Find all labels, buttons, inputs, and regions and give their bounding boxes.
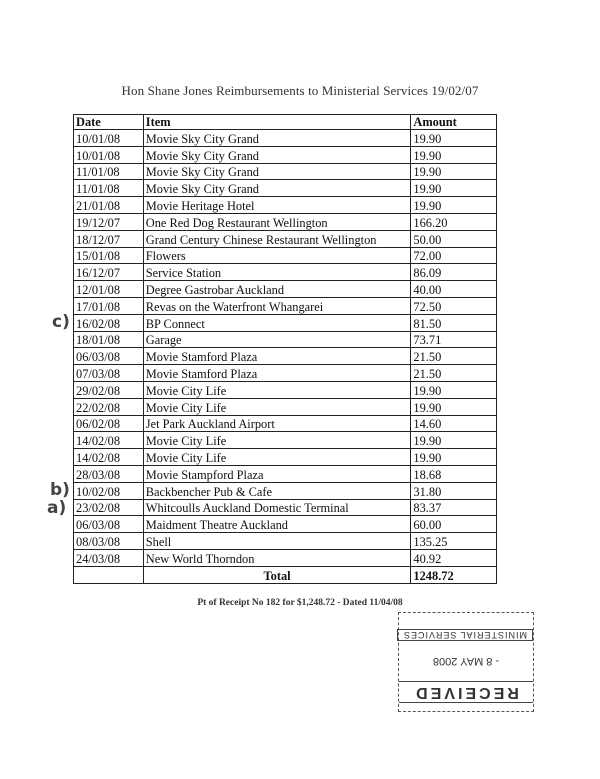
cell-amount: 73.71 [411, 331, 497, 348]
cell-amount: 21.50 [411, 348, 497, 365]
cell-item: Backbencher Pub & Cafe [143, 482, 411, 499]
cell-amount: 19.90 [411, 146, 497, 163]
cell-amount: 19.90 [411, 449, 497, 466]
cell-amount: 50.00 [411, 230, 497, 247]
total-label: Total [143, 566, 411, 583]
table-row [74, 499, 497, 516]
cell-item: Revas on the Waterfront Whangarei [143, 297, 411, 314]
cell-amount: 14.60 [411, 415, 497, 432]
stamp-date-text: - 8 MAY 2008 [432, 655, 500, 667]
cell-item: Movie Sky City Grand [143, 146, 411, 163]
cell-item: Movie City Life [143, 449, 411, 466]
cell-item: Movie City Life [143, 381, 411, 398]
table-row [74, 247, 497, 264]
cell-date: 08/03/08 [74, 533, 144, 550]
cell-date: 19/12/07 [74, 213, 144, 230]
table-row [74, 180, 497, 197]
header-date: Date [74, 115, 144, 130]
total-blank-cell [74, 566, 144, 583]
cell-amount: 81.50 [411, 314, 497, 331]
handwritten-mark-a: a) [47, 498, 67, 518]
handwritten-mark-b: b) [50, 480, 70, 500]
cell-item: Degree Gastrobar Auckland [143, 281, 411, 298]
cell-amount: 83.37 [411, 499, 497, 516]
cell-amount: 72.50 [411, 297, 497, 314]
cell-amount: 19.90 [411, 130, 497, 147]
table-row [74, 381, 497, 398]
cell-date: 18/12/07 [74, 230, 144, 247]
cell-amount: 40.92 [411, 549, 497, 566]
table-row [74, 348, 497, 365]
table-row [74, 213, 497, 230]
stamp-office-text: MINISTERIAL SERVICES [397, 629, 533, 641]
cell-date: 18/01/08 [74, 331, 144, 348]
total-row [74, 566, 497, 583]
table-row [74, 264, 497, 281]
cell-date: 10/02/08 [74, 482, 144, 499]
table-row [74, 432, 497, 449]
table-row [74, 449, 497, 466]
table-row [74, 314, 497, 331]
cell-amount: 40.00 [411, 281, 497, 298]
table-row [74, 146, 497, 163]
cell-amount: 19.90 [411, 432, 497, 449]
cell-item: Flowers [143, 247, 411, 264]
cell-item: One Red Dog Restaurant Wellington [143, 213, 411, 230]
cell-item: BP Connect [143, 314, 411, 331]
cell-amount: 72.00 [411, 247, 497, 264]
cell-item: Grand Century Chinese Restaurant Wellington [143, 230, 411, 247]
cell-date: 15/01/08 [74, 247, 144, 264]
cell-date: 06/03/08 [74, 348, 144, 365]
cell-date: 12/01/08 [74, 281, 144, 298]
cell-item: Movie City Life [143, 398, 411, 415]
table-row [74, 197, 497, 214]
cell-date: 16/02/08 [74, 314, 144, 331]
cell-item: Movie Heritage Hotel [143, 197, 411, 214]
cell-item: Jet Park Auckland Airport [143, 415, 411, 432]
cell-item: Movie Sky City Grand [143, 163, 411, 180]
table-row [74, 549, 497, 566]
cell-date: 07/03/08 [74, 365, 144, 382]
table-row [74, 230, 497, 247]
reimbursements-table [73, 114, 497, 584]
cell-item: Movie City Life [143, 432, 411, 449]
cell-amount: 19.90 [411, 381, 497, 398]
header-item: Item [143, 115, 411, 130]
stamp-received-text: RECEIVED [399, 681, 533, 703]
cell-item: Movie Stamford Plaza [143, 365, 411, 382]
table-row [74, 331, 497, 348]
cell-amount: 166.20 [411, 213, 497, 230]
cell-item: Maidment Theatre Auckland [143, 516, 411, 533]
table-row [74, 130, 497, 147]
cell-date: 17/01/08 [74, 297, 144, 314]
table-row [74, 163, 497, 180]
cell-date: 10/01/08 [74, 130, 144, 147]
receipt-note: Pt of Receipt No 182 for $1,248.72 - Dated 11/04/08 [197, 598, 403, 608]
table-row [74, 482, 497, 499]
cell-amount: 19.90 [411, 197, 497, 214]
cell-amount: 60.00 [411, 516, 497, 533]
cell-item: Movie Sky City Grand [143, 180, 411, 197]
cell-date: 29/02/08 [74, 381, 144, 398]
cell-date: 06/03/08 [74, 516, 144, 533]
cell-amount: 21.50 [411, 365, 497, 382]
table-row [74, 415, 497, 432]
cell-amount: 135.25 [411, 533, 497, 550]
cell-amount: 86.09 [411, 264, 497, 281]
table-row [74, 365, 497, 382]
cell-date: 14/02/08 [74, 432, 144, 449]
cell-item: Shell [143, 533, 411, 550]
cell-date: 21/01/08 [74, 197, 144, 214]
cell-item: Movie Sky City Grand [143, 130, 411, 147]
handwritten-mark-c: c) [52, 312, 70, 332]
cell-amount: 19.90 [411, 163, 497, 180]
document-title: Hon Shane Jones Reimbursements to Ministerial Services 19/02/07 [121, 83, 479, 98]
cell-date: 11/01/08 [74, 163, 144, 180]
table-row [74, 516, 497, 533]
cell-date: 14/02/08 [74, 449, 144, 466]
cell-amount: 19.90 [411, 398, 497, 415]
header-amount: Amount [411, 115, 497, 130]
cell-amount: 18.68 [411, 465, 497, 482]
cell-amount: 31.80 [411, 482, 497, 499]
cell-date: 11/01/08 [74, 180, 144, 197]
cell-date: 23/02/08 [74, 499, 144, 516]
cell-item: Movie Stampford Plaza [143, 465, 411, 482]
table-row [74, 398, 497, 415]
cell-date: 06/02/08 [74, 415, 144, 432]
cell-item: New World Thorndon [143, 549, 411, 566]
table-row [74, 465, 497, 482]
cell-date: 16/12/07 [74, 264, 144, 281]
table-header-row [74, 115, 497, 130]
cell-item: Whitcoulls Auckland Domestic Terminal [143, 499, 411, 516]
cell-date: 24/03/08 [74, 549, 144, 566]
cell-amount: 19.90 [411, 180, 497, 197]
table-row [74, 297, 497, 314]
cell-date: 28/03/08 [74, 465, 144, 482]
received-stamp [398, 612, 534, 712]
cell-item: Service Station [143, 264, 411, 281]
table-row [74, 533, 497, 550]
cell-date: 10/01/08 [74, 146, 144, 163]
cell-item: Movie Stamford Plaza [143, 348, 411, 365]
cell-date: 22/02/08 [74, 398, 144, 415]
table-row [74, 281, 497, 298]
cell-item: Garage [143, 331, 411, 348]
total-amount: 1248.72 [411, 566, 497, 583]
